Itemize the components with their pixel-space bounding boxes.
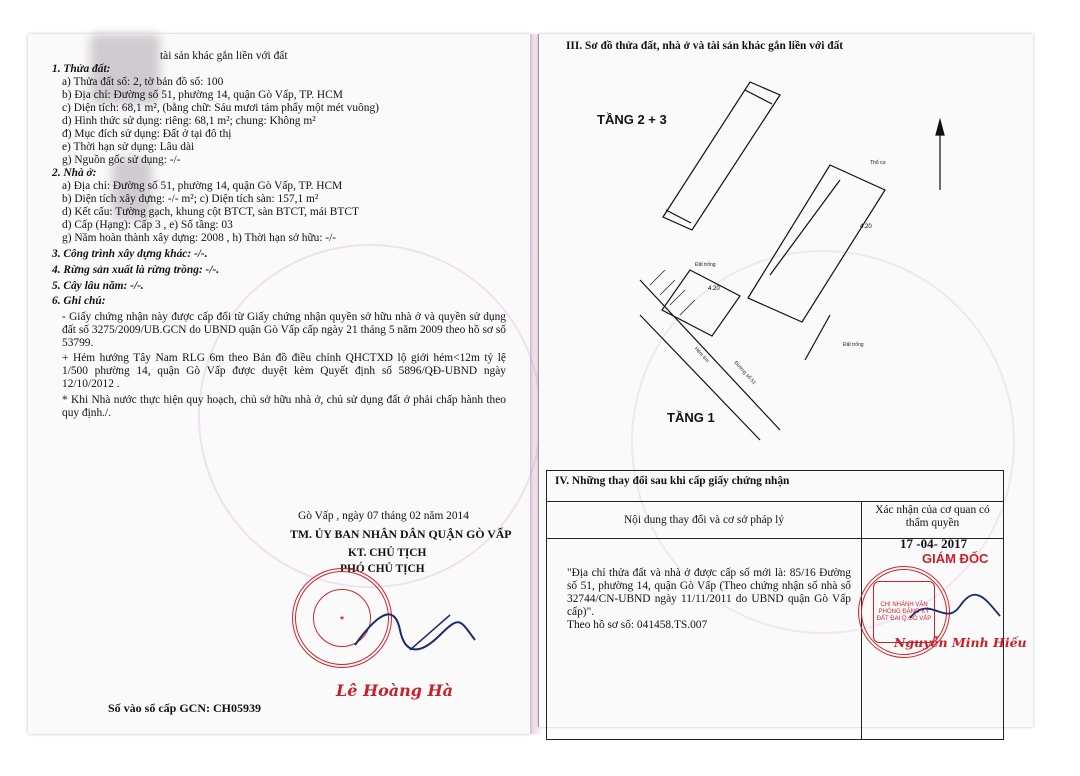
house-grade: d) Cấp (Hạng): Cấp 3 , e) Số tầng: 03 [62, 219, 233, 231]
signature [350, 600, 480, 660]
col-confirm-label: Xác nhận của cơ quan có thẩm quyền [875, 504, 990, 529]
use-origin: g) Nguồn gốc sử dụng: -/- [62, 154, 181, 166]
changes-heading-cell [547, 471, 1004, 502]
header: tài sản khác gắn liền với đất [160, 50, 288, 62]
change-text: "Địa chỉ thửa đất và nhà ở được cấp số mới là: 85/16 Đường số 51, phường 14, quận Gò Vấp (Theo chứng nhận số nhà số 32744/CN-UBND ngày 11/11/2011 do UBND quận Gò Vấp cấp)". [567, 567, 851, 618]
confirm-date: 17 -04- 2017 [900, 536, 968, 551]
section-3-heading: III. Sơ đồ thửa đất, nhà ở và tài sản khác gắn liền với đất [566, 40, 844, 52]
on-behalf: KT. CHỦ TỊCH [348, 547, 427, 559]
note-3: * Khi Nhà nước thực hiện quy hoạch, chủ sở hữu nhà ở, chủ sử dụng đất ở phải chấp hành theo quy định./. [62, 394, 506, 419]
use-form: d) Hình thức sử dụng: riêng: 68,1 m²; chung: Không m² [62, 115, 316, 127]
house-area: b) Diện tích xây dựng: -/- m²; c) Diện tích sàn: 157,1 m² [62, 193, 319, 205]
use-purpose: đ) Mục đích sử dụng: Đất ở tại đô thị [62, 128, 232, 140]
house-address: a) Địa chỉ: Đường số 51, phường 14, quận Gò Vấp, TP. HCM [62, 180, 343, 192]
section-5: 5. Cây lâu năm: -/-. [52, 280, 144, 292]
house-year: g) Năm hoàn thành xây dựng: 2008 , h) Thời hạn sở hữu: -/- [62, 232, 337, 244]
signer-role: PHÓ CHỦ TỊCH [340, 563, 425, 575]
file-number: Theo hồ sơ số: 041458.TS.007 [567, 619, 708, 631]
stamp2-text: CHI NHÁNH VĂN PHÒNG ĐĂNG KÝ ĐẤT ĐAI Q.GÒ VẤP [873, 581, 935, 643]
change-content-cell [547, 539, 862, 740]
note-2: + Hẻm hướng Tây Nam RLG 6m theo Bản đồ điều chỉnh QHCTXD lộ giới hẻm<12m tỷ lệ 1/500 phường 14, quận Gò Vấp được duyệt kèm Quyết định số 5896/QĐ-UBND ngày 12/10/2012 . [62, 352, 506, 390]
plan-label-empty: Đất trống [843, 342, 864, 348]
star-icon: ★ [313, 589, 371, 647]
land-area: c) Diện tích: 68,1 m², (bằng chữ: Sáu mươi tám phẩy một mét vuông) [62, 102, 379, 114]
issue-date: Gò Vấp , ngày 07 tháng 02 năm 2014 [298, 510, 469, 522]
section-2-title: 2. Nhà ở: [52, 167, 97, 179]
plan-label-residential: Thổ cư [870, 160, 886, 166]
signer-2-name: Nguyễn Minh Hiếu [894, 635, 1027, 650]
plan-label-alley: Hẻm 6m [692, 345, 711, 365]
section-1-title: 1. Thửa đất: [52, 63, 111, 75]
section-3: 3. Công trình xây dựng khác: -/-. [52, 248, 208, 260]
section-6-title: 6. Ghi chú: [52, 295, 106, 307]
svg-text:4.20: 4.20 [860, 224, 872, 230]
col-confirm-header [862, 502, 1004, 539]
book-number: Số vào sổ cấp GCN: CH05939 [108, 701, 262, 715]
floor-1-label: TẦNG 1 [667, 410, 715, 425]
floor-2-3-label: TẦNG 2 + 3 [597, 112, 667, 127]
director-title: GIÁM ĐỐC [922, 551, 989, 566]
plan-label-empty: Đất trống [695, 262, 716, 268]
house-structure: d) Kết cấu: Tường gạch, khung cột BTCT, sàn BTCT, mái BTCT [62, 206, 359, 218]
use-term: e) Thời hạn sử dụng: Lâu dài [62, 141, 195, 153]
section-4-heading: IV. Những thay đổi sau khi cấp giấy chứng nhận [555, 475, 790, 487]
note-1: - Giấy chứng nhận này được cấp đổi từ Giấy chứng nhận quyền sở hữu nhà ở và quyền sử dụng đất số 3275/2009/UB.GCN do UBND quận Gò Vấp cấp ngày 21 tháng 5 năm 2009 theo hồ sơ số 53799. [62, 311, 506, 349]
land-address: b) Địa chỉ: Đường số 51, phường 14, quận Gò Vấp, TP. HCM [62, 89, 343, 101]
land-parcel: a) Thửa đất số: 2, tờ bản đồ số: 100 [62, 76, 224, 88]
col-content-label: Nội dung thay đổi và cơ sở pháp lý [623, 514, 785, 526]
signature-2 [905, 588, 1005, 633]
col-content-header [547, 502, 862, 539]
svg-text:4.20: 4.20 [708, 286, 720, 292]
section-4: 4. Rừng sản xuất là rừng trồng: -/-. [52, 264, 220, 276]
issuing-org: TM. ỦY BAN NHÂN DÂN QUẬN GÒ VẤP [290, 527, 512, 541]
signer-name: Lê Hoàng Hà [336, 681, 454, 700]
plan-label-street: Đường số 51 [732, 360, 757, 386]
